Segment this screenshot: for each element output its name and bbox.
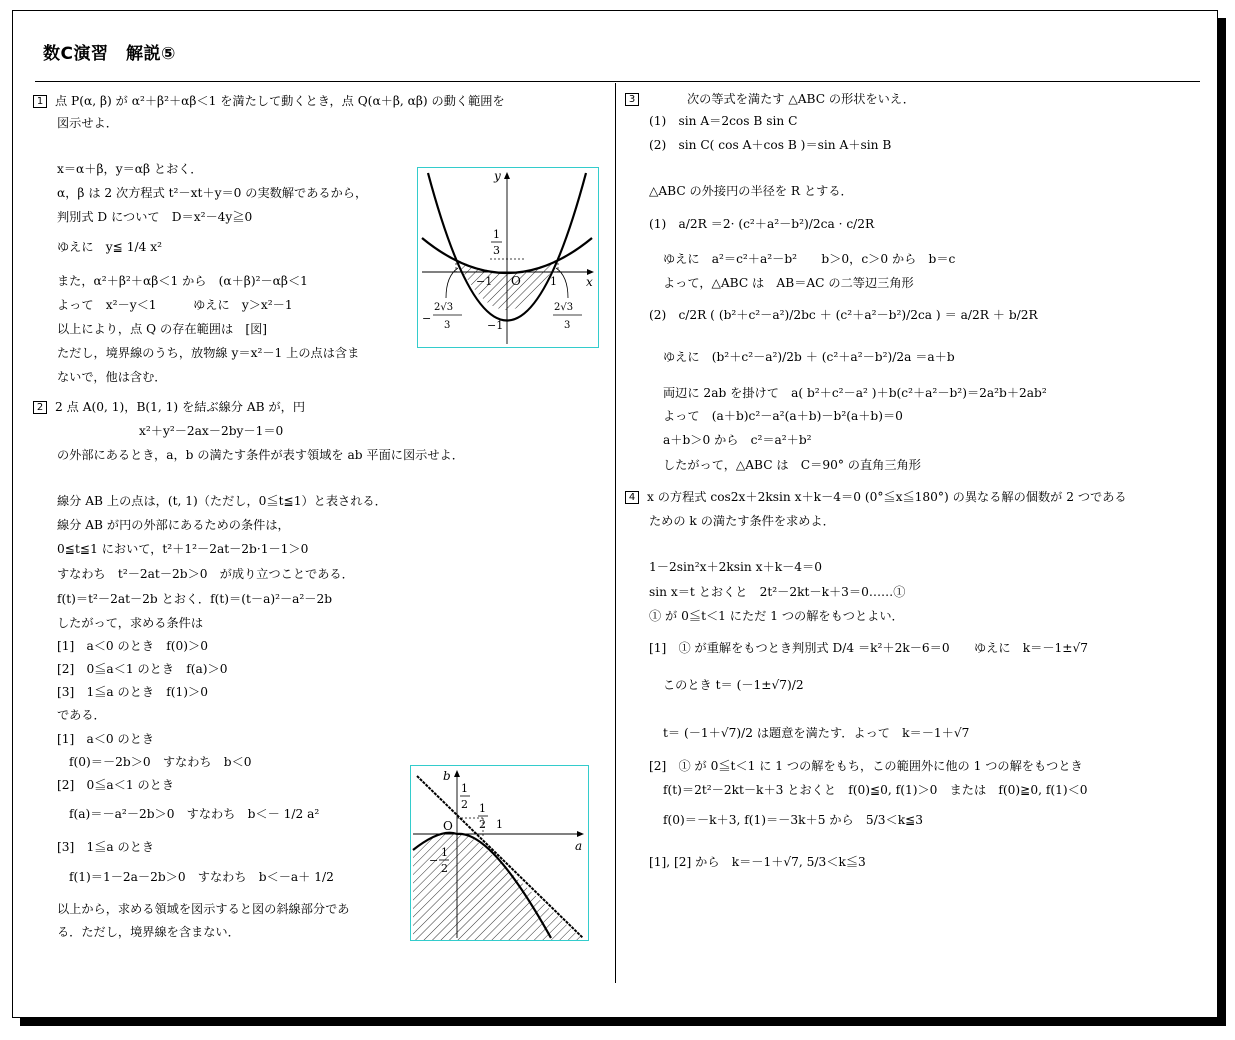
- problem-4-number: 4: [625, 491, 639, 504]
- y-axis-label: y: [494, 169, 501, 183]
- solution-line: る．ただし，境界線を含まない．: [57, 925, 240, 939]
- problem-2-statement: 2 2 点 A(0, 1)，B(1, 1) を結ぶ線分 AB が，円: [33, 399, 305, 415]
- problem-3-part-1: (1) sin A＝2cos B sin C: [649, 114, 798, 128]
- solution-line: ゆえに (b²＋c²－a²)/2b ＋ (c²＋a²－b²)/2a ＝a＋b: [663, 350, 955, 364]
- title-rule: [35, 81, 1200, 82]
- problem-1-statement: 1 点 P(α, β) が α²＋β²＋αβ＜1 を満たして動くとき，点 Q(α＋β, αβ) の動く範囲を: [33, 93, 505, 109]
- right-root-denominator: 3: [564, 320, 571, 331]
- a-axis-label: a: [575, 839, 583, 853]
- left-root-denominator: 3: [444, 320, 451, 331]
- solution-line: また，α²＋β²＋αβ＜1 から (α＋β)²－αβ＜1: [57, 274, 308, 288]
- solution-line: f(1)＝1－2a－2b＞0 すなわち b＜－a＋ 1/2: [69, 870, 334, 884]
- final-answer: [1], [2] から k＝－1＋√7, 5/3＜k≦3: [649, 855, 866, 869]
- origin-label: O: [443, 819, 453, 833]
- solution-line: (2) c/2R ( (b²＋c²－a²)/2bc ＋ (c²＋a²－b²)/2ca ) ＝ a/2R ＋ b/2R: [649, 308, 1038, 322]
- x-tick-minus-one: −1: [476, 275, 493, 288]
- solution-line: ゆえに a²＝c²＋a²－b² b＞0，c＞0 から b＝c: [663, 252, 956, 266]
- region-graph-1: [418, 168, 598, 347]
- solution-line: ただし，境界線のうち，放物線 y＝x²－1 上の点は含ま: [57, 346, 360, 360]
- a-tick-half-numerator: 1: [479, 802, 486, 815]
- solution-line: したがって，△ABC は C＝90° の直角三角形: [663, 458, 921, 472]
- region-hatch: [413, 833, 583, 940]
- solution-line: a＋b＞0 から c²＝a²＋b²: [663, 433, 812, 447]
- solution-line: すなわち t²－2at－2b＞0 が成り立つことである．: [57, 567, 354, 581]
- solution-line: ゆえに y≦ 1/4 x²: [57, 240, 162, 254]
- solution-line: したがって，求める条件は: [57, 616, 204, 630]
- case-line: [1] a＜0 のとき: [57, 732, 155, 746]
- solution-line: (1) a/2R ＝2· (c²＋a²－b²)/2ca · c/2R: [649, 217, 875, 231]
- solution-line: よって x²－y＜1 ゆえに y＞x²－1: [57, 298, 293, 312]
- solution-line: 線分 AB 上の点は，(t, 1)（ただし，0≦t≦1）と表される．: [57, 494, 387, 508]
- solution-line: α，β は 2 次方程式 t²－xt＋y＝0 の実数解であるから，: [57, 186, 368, 200]
- solution-line: 0≦t≦1 において，t²＋1²－2at－2b·1－1＞0: [57, 542, 309, 556]
- solution-line: 線分 AB が円の外部にあるための条件は，: [57, 518, 290, 532]
- y-tick-minus-one: −1: [487, 319, 504, 332]
- circle-equation: x²＋y²－2ax－2by－1＝0: [139, 424, 284, 438]
- solution-line: f(a)＝－a²－2b＞0 すなわち b＜－ 1/2 a²: [69, 807, 320, 821]
- one-third-numerator: 1: [493, 228, 500, 241]
- minus-sign: −: [422, 312, 432, 325]
- solution-line: 両辺に 2ab を掛けて a( b²＋c²－a² )＋b(c²＋a²－b²)＝2a²b＋2ab²: [663, 386, 1047, 400]
- solution-line: ないで，他は含む．: [57, 370, 167, 384]
- solution-line: このとき t＝ (－1±√7)/2: [663, 678, 804, 692]
- case-line: [3] 1≦a のとき f(1)＞0: [57, 685, 208, 699]
- case-line: [1] a＜0 のとき f(0)＞0: [57, 639, 208, 653]
- problem-4-statement: 4 x の方程式 cos2x＋2ksin x＋k－4＝0 (0°≦x≦180°) の異なる解の個数が 2 つである: [625, 489, 1127, 505]
- solution-line: f(t)＝2t²－2kt－k＋3 とおくと f(0)≦0, f(1)＞0 または f(0)≧0, f(1)＜0: [663, 783, 1088, 797]
- column-divider: [615, 83, 616, 983]
- solution-line: 1－2sin²x＋2ksin x＋k－4＝0: [649, 560, 822, 574]
- region-graph-2: [411, 766, 588, 940]
- case-line: [3] 1≦a のとき: [57, 840, 155, 854]
- solution-line: よって (a＋b)c²－a²(a＋b)－b²(a＋b)＝0: [663, 409, 903, 423]
- problem-2-statement-cont: の外部にあるとき，a，b の満たす条件が表す領域を ab 平面に図示せよ．: [57, 448, 464, 462]
- solution-line: 以上から，求める領域を図示すると図の斜線部分であ: [57, 902, 350, 916]
- one-third-denominator: 3: [493, 244, 500, 257]
- problem-2-figure: [410, 765, 589, 941]
- a-tick-one: 1: [496, 818, 503, 831]
- origin-label: O: [511, 274, 521, 288]
- solution-line: x＝α＋β，y＝αβ とおく．: [57, 162, 203, 176]
- b-tick-neg-half-denominator: 2: [441, 862, 448, 875]
- right-root-numerator: 2√3: [554, 302, 574, 313]
- y-axis-arrow: [504, 172, 510, 179]
- b-axis-label: b: [443, 769, 451, 783]
- solution-line: 以上により，点 Q の存在範囲は [図]: [57, 322, 268, 336]
- b-tick-half-denominator: 2: [461, 798, 468, 811]
- solution-line: t＝ (－1＋√7)/2 は題意を満たす．よって k＝－1＋√7: [663, 726, 970, 740]
- pointer-left: [446, 268, 458, 298]
- problem-3-statement: 3 次の等式を満たす △ABC の形状をいえ．: [625, 91, 915, 107]
- solution-line: f(t)＝t²－2at－2b とおく．f(t)＝(t－a)²－a²－2b: [57, 592, 333, 606]
- b-tick-half-numerator: 1: [461, 782, 468, 795]
- solution-line: [2] ① が 0≦t＜1 に 1 つの解をもち，この範囲外に他の 1 つの解をもつとき: [649, 759, 1083, 773]
- solution-line: である．: [57, 708, 106, 722]
- worksheet-page: [12, 10, 1218, 1018]
- problem-1-statement-cont: 図示せよ．: [57, 116, 118, 130]
- problem-2-number: 2: [33, 401, 47, 414]
- solution-line: 判別式 D について D＝x²－4y≧0: [57, 210, 253, 224]
- solution-line: f(0)＝－2b＞0 すなわち b＜0: [69, 755, 252, 769]
- pointer-right: [556, 268, 568, 298]
- case-line: [2] 0≦a＜1 のとき: [57, 778, 175, 792]
- solution-line: よって，△ABC は AB＝AC の二等辺三角形: [663, 276, 914, 290]
- a-tick-half-denominator: 2: [479, 818, 486, 831]
- solution-line: sin x＝t とおくと 2t²－2kt－k＋3＝0……①: [649, 585, 906, 599]
- problem-1-figure: [417, 167, 599, 348]
- x-axis-label: x: [586, 275, 593, 289]
- page-title: 数C演習 解説⑤: [43, 44, 176, 64]
- solution-line: f(0)＝－k＋3, f(1)＝－3k＋5 から 5/3＜k≦3: [663, 813, 924, 827]
- a-axis-arrow: [577, 831, 584, 837]
- minus-sign: −: [429, 854, 439, 867]
- case-line: [2] 0≦a＜1 のとき f(a)＞0: [57, 662, 228, 676]
- solution-line: ① が 0≦t＜1 にただ 1 つの解をもつとよい．: [649, 609, 904, 623]
- left-root-numerator: 2√3: [434, 302, 454, 313]
- solution-line: △ABC の外接円の半径を R とする．: [649, 184, 853, 198]
- b-axis-arrow: [454, 770, 460, 777]
- problem-4-statement-cont: ための k の満たす条件を求めよ．: [649, 514, 835, 528]
- x-tick-one: 1: [550, 275, 557, 288]
- b-tick-neg-half-numerator: 1: [441, 846, 448, 859]
- problem-3-part-2: (2) sin C( cos A＋cos B )＝sin A＋sin B: [649, 138, 892, 152]
- problem-1-number: 1: [33, 95, 47, 108]
- problem-3-number: 3: [625, 93, 639, 106]
- solution-line: [1] ① が重解をもつとき判別式 D/4 ＝k²＋2k－6＝0 ゆえに k＝－1±√7: [649, 641, 1088, 655]
